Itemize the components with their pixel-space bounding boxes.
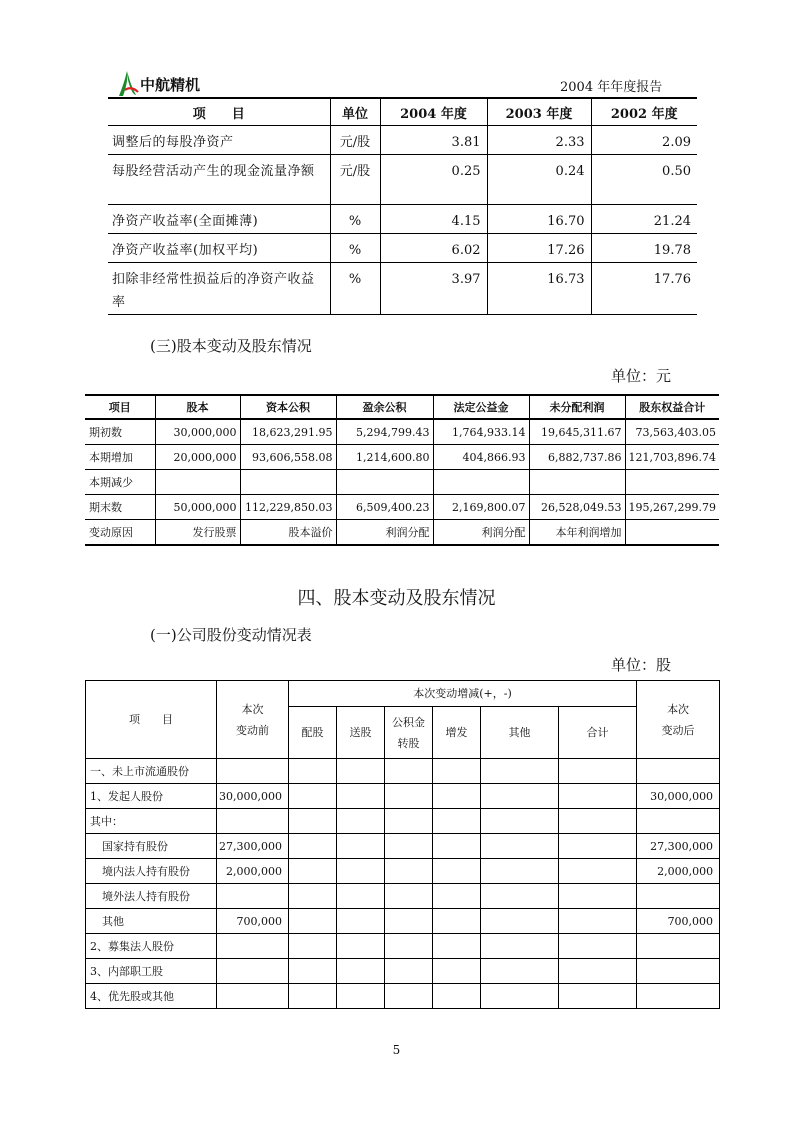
header-item: 项 目 [86, 681, 217, 759]
row-unit: 元/股 [330, 155, 380, 205]
subheader-line2: 转股 [397, 736, 420, 750]
table-cell [385, 909, 433, 934]
value-2002: 21.24 [591, 205, 697, 234]
table-cell [481, 884, 559, 909]
table-cell [337, 859, 385, 884]
row-unit: % [330, 234, 380, 263]
table-cell [559, 934, 637, 959]
table-cell [289, 834, 337, 859]
row-label: 境内法人持有股份 [86, 859, 217, 884]
table-cell: 利润分配 [336, 520, 433, 546]
header-before-line1: 本次 [241, 702, 264, 716]
value-2003: 0.24 [487, 155, 591, 205]
table-row [86, 809, 720, 834]
table-cell: 发行股票 [155, 520, 240, 546]
subheader-cell: 其他 [481, 707, 559, 759]
table-cell [559, 884, 637, 909]
value-2004: 4.15 [380, 205, 487, 234]
table-row [85, 470, 719, 495]
table-header-row [85, 395, 719, 419]
table-cell [481, 809, 559, 834]
table-header-row [108, 99, 697, 126]
table-cell: 73,563,403.05 [625, 419, 719, 445]
row-label: 扣除非经常性损益后的净资产收益率 [108, 263, 330, 315]
table-cell [559, 784, 637, 809]
table-row [85, 495, 719, 520]
value-before: 30,000,000 [217, 784, 289, 809]
equity-change-table [85, 394, 719, 546]
table-cell [559, 759, 637, 784]
value-2004: 6.02 [380, 234, 487, 263]
table-cell [481, 784, 559, 809]
row-label: 每股经营活动产生的现金流量净额 [108, 155, 330, 205]
table-cell: 195,267,299.79 [625, 495, 719, 520]
row-label: 1、发起人股份 [86, 784, 217, 809]
table-cell: 本年利润增加 [529, 520, 625, 546]
table-cell: 112,229,850.03 [240, 495, 336, 520]
table-cell [433, 784, 481, 809]
table-cell [433, 859, 481, 884]
row-label: 期末数 [85, 495, 155, 520]
row-label: 期初数 [85, 419, 155, 445]
header-cell: 股东权益合计 [625, 395, 719, 419]
table-cell: 30,000,000 [155, 419, 240, 445]
value-before [217, 984, 289, 1009]
row-label: 境外法人持有股份 [86, 884, 217, 909]
value-after: 2,000,000 [637, 859, 720, 884]
table-cell [336, 470, 433, 495]
value-after: 30,000,000 [637, 784, 720, 809]
value-after: 27,300,000 [637, 834, 720, 859]
value-2003: 17.26 [487, 234, 591, 263]
row-label: 调整后的每股净资产 [108, 126, 330, 155]
value-2003: 2.33 [487, 126, 591, 155]
table-row [86, 834, 720, 859]
table-cell [289, 984, 337, 1009]
subheader-cell: 送股 [337, 707, 385, 759]
table-cell [529, 470, 625, 495]
subheader-cell: 增发 [433, 707, 481, 759]
header-cell: 法定公益金 [433, 395, 529, 419]
value-after [637, 759, 720, 784]
table-cell [289, 809, 337, 834]
table-cell [240, 470, 336, 495]
table-cell [385, 934, 433, 959]
row-unit: % [330, 263, 380, 315]
table-cell [625, 470, 719, 495]
table-cell [337, 834, 385, 859]
row-label: 国家持有股份 [86, 834, 217, 859]
table-cell [481, 934, 559, 959]
subheader-cell: 配股 [289, 707, 337, 759]
row-unit: % [330, 205, 380, 234]
table-row [86, 909, 720, 934]
table-cell [481, 909, 559, 934]
value-2002: 0.50 [591, 155, 697, 205]
table-cell [481, 984, 559, 1009]
table-row [85, 445, 719, 470]
table-cell [559, 984, 637, 1009]
company-name: 中航精机 [140, 76, 201, 94]
table-cell [433, 934, 481, 959]
financial-indicators-table [108, 99, 697, 315]
header-cell: 2003 年度 [487, 99, 591, 126]
header-cell: 项目 [85, 395, 155, 419]
table-cell [289, 884, 337, 909]
value-after [637, 959, 720, 984]
table-cell [289, 909, 337, 934]
table-cell [385, 959, 433, 984]
value-before [217, 759, 289, 784]
table-row [86, 759, 720, 784]
section-title: (一)公司股份变动情况表 [150, 626, 312, 644]
table-header-row [86, 681, 720, 707]
header-change: 本次变动增减(+，-) [289, 681, 637, 707]
table-cell [289, 934, 337, 959]
table-cell: 2,169,800.07 [433, 495, 529, 520]
table-row [85, 419, 719, 445]
share-change-table [85, 680, 720, 1009]
table-cell [337, 984, 385, 1009]
table-cell: 93,606,558.08 [240, 445, 336, 470]
table-cell: 6,509,400.23 [336, 495, 433, 520]
table-cell [385, 984, 433, 1009]
table-row [108, 126, 697, 155]
chapter-title: 四、股本变动及股东情况 [297, 588, 496, 609]
header-cell: 单位 [330, 99, 380, 126]
value-before: 700,000 [217, 909, 289, 934]
value-after [637, 984, 720, 1009]
table-row [108, 205, 697, 234]
table-cell [289, 959, 337, 984]
row-label: 4、优先股或其他 [86, 984, 217, 1009]
table-cell [385, 759, 433, 784]
value-after [637, 809, 720, 834]
table-cell: 股本溢价 [240, 520, 336, 546]
table-cell [385, 784, 433, 809]
table-cell [385, 809, 433, 834]
table-cell [481, 959, 559, 984]
unit-label: 单位：元 [611, 367, 672, 385]
unit-label: 单位：股 [611, 656, 672, 674]
table-cell [337, 759, 385, 784]
table-row [86, 784, 720, 809]
table-cell [559, 834, 637, 859]
value-before: 27,300,000 [217, 834, 289, 859]
table-cell: 26,528,049.53 [529, 495, 625, 520]
table-cell [337, 909, 385, 934]
header-before-line2: 变动前 [236, 723, 269, 737]
table-row [86, 884, 720, 909]
row-label: 一、未上市流通股份 [86, 759, 217, 784]
table-cell: 6,882,737.86 [529, 445, 625, 470]
header-cell: 股本 [155, 395, 240, 419]
value-before [217, 959, 289, 984]
row-label: 净资产收益率(全面摊薄) [108, 205, 330, 234]
table-cell [625, 520, 719, 546]
table-cell [481, 834, 559, 859]
row-label: 变动原因 [85, 520, 155, 546]
table-cell [559, 809, 637, 834]
value-before: 2,000,000 [217, 859, 289, 884]
value-2004: 3.81 [380, 126, 487, 155]
table-cell: 20,000,000 [155, 445, 240, 470]
table-cell [289, 784, 337, 809]
table-cell [433, 959, 481, 984]
header-cell: 资本公积 [240, 395, 336, 419]
value-2004: 0.25 [380, 155, 487, 205]
table-cell [289, 759, 337, 784]
value-before [217, 884, 289, 909]
row-label: 净资产收益率(加权平均) [108, 234, 330, 263]
value-2004: 3.97 [380, 263, 487, 315]
table-cell [385, 884, 433, 909]
table-cell: 404,866.93 [433, 445, 529, 470]
table-cell: 18,623,291.95 [240, 419, 336, 445]
table-cell [433, 759, 481, 784]
table-cell [337, 784, 385, 809]
table-row [85, 520, 719, 546]
company-logo-icon [116, 68, 140, 98]
value-before [217, 809, 289, 834]
subheader-cell: 合计 [559, 707, 637, 759]
table-row [86, 934, 720, 959]
table-cell: 1,764,933.14 [433, 419, 529, 445]
row-label: 本期减少 [85, 470, 155, 495]
value-2002: 2.09 [591, 126, 697, 155]
value-2002: 19.78 [591, 234, 697, 263]
header-after-line2: 变动后 [661, 723, 695, 737]
table-cell [433, 909, 481, 934]
table-cell [433, 470, 529, 495]
table-cell [433, 809, 481, 834]
subheader-cell [385, 707, 433, 759]
section-title: (三)股本变动及股东情况 [150, 337, 312, 355]
table-cell [559, 959, 637, 984]
table-cell [559, 859, 637, 884]
table-cell [433, 834, 481, 859]
header-after [637, 681, 720, 759]
value-after: 700,000 [637, 909, 720, 934]
table-cell [433, 984, 481, 1009]
row-label: 其中： [86, 809, 217, 834]
table-cell [337, 959, 385, 984]
table-cell [289, 859, 337, 884]
table-row [86, 984, 720, 1009]
header-cell: 2002 年度 [591, 99, 697, 126]
row-label: 2、募集法人股份 [86, 934, 217, 959]
header-cell: 项 目 [108, 99, 330, 126]
table-cell [481, 759, 559, 784]
value-2002: 17.76 [591, 263, 697, 315]
header-cell: 盈余公积 [336, 395, 433, 419]
row-label: 本期增加 [85, 445, 155, 470]
table-cell: 5,294,799.43 [336, 419, 433, 445]
table-row [108, 155, 697, 205]
header-cell: 未分配利润 [529, 395, 625, 419]
header-after-line1: 本次 [667, 702, 690, 716]
table-cell [481, 859, 559, 884]
table-cell: 121,703,896.74 [625, 445, 719, 470]
page-number: 5 [392, 1043, 401, 1057]
table-cell: 1,214,600.80 [336, 445, 433, 470]
table-cell [337, 884, 385, 909]
table-row [86, 959, 720, 984]
value-before [217, 934, 289, 959]
table-row [86, 859, 720, 884]
table-row [108, 263, 697, 315]
table-cell [155, 470, 240, 495]
table-cell: 利润分配 [433, 520, 529, 546]
value-after [637, 934, 720, 959]
report-title: 2004 年年度报告 [560, 80, 663, 95]
row-unit: 元/股 [330, 126, 380, 155]
value-2003: 16.73 [487, 263, 591, 315]
header-before [217, 681, 289, 759]
value-2003: 16.70 [487, 205, 591, 234]
table-cell [559, 909, 637, 934]
row-label: 3、内部职工股 [86, 959, 217, 984]
value-after [637, 884, 720, 909]
table-cell: 50,000,000 [155, 495, 240, 520]
table-cell [385, 834, 433, 859]
table-row [108, 234, 697, 263]
row-label: 其他 [86, 909, 217, 934]
table-cell: 19,645,311.67 [529, 419, 625, 445]
header-cell: 2004 年度 [380, 99, 487, 126]
table-cell [433, 884, 481, 909]
table-cell [337, 934, 385, 959]
table-cell [337, 809, 385, 834]
subheader-line1: 公积金 [392, 715, 425, 729]
table-cell [385, 859, 433, 884]
